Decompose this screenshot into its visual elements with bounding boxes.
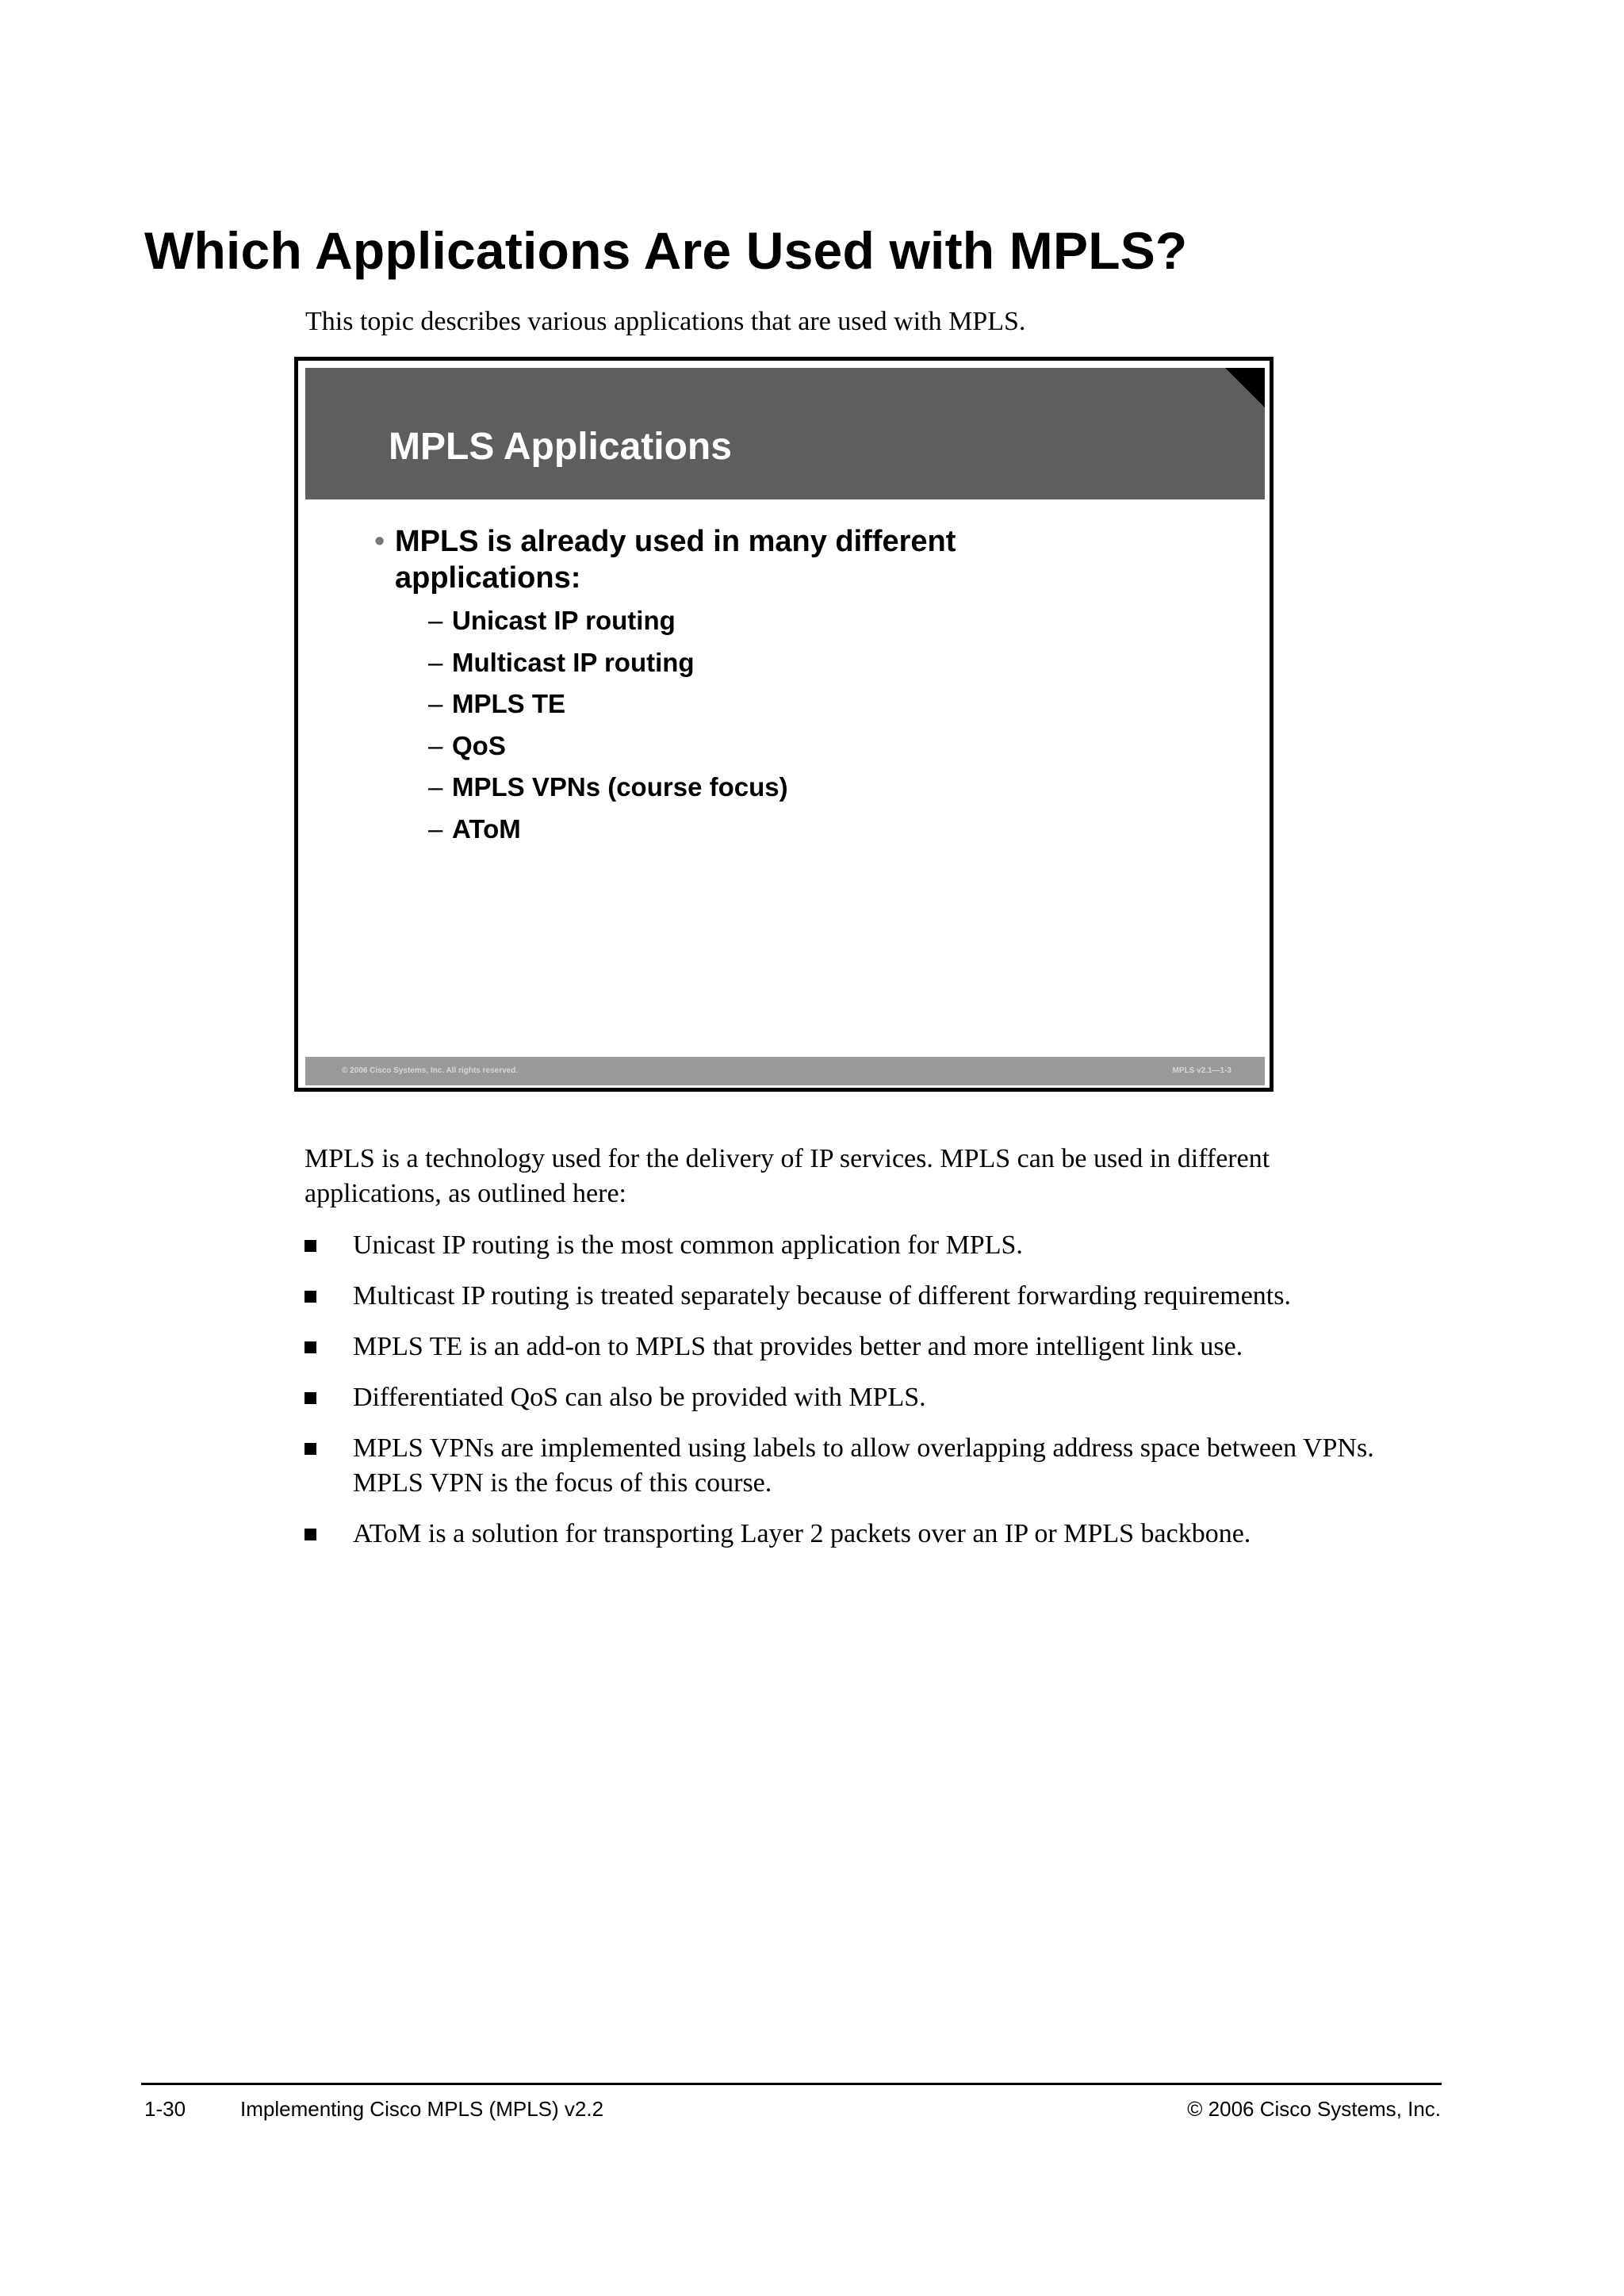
dash-icon: – — [428, 772, 443, 802]
footer-divider — [141, 2083, 1442, 2085]
slide-sub-item — [428, 688, 788, 730]
square-bullet-icon — [304, 1240, 316, 1252]
dash-icon: – — [428, 813, 443, 844]
slide-sub-item — [428, 730, 788, 772]
slide-sub-item — [428, 647, 788, 689]
slide-sub-item-text: AToM — [452, 813, 521, 844]
intro-text: This topic describes various applications that are used with MPLS. — [305, 307, 1026, 336]
body-bullet-text: AToM is a solution for transporting Layer 2 packets over an IP or MPLS backbone. — [353, 1519, 1251, 1548]
slide-sub-item — [428, 771, 788, 813]
slide-title: MPLS Applications — [389, 426, 732, 468]
body-bullet-text: MPLS VPNs are implemented using labels to allow overlapping address space between VPNs. MPLS VPN is the focus of this course. — [353, 1433, 1374, 1498]
dash-icon: – — [428, 647, 443, 677]
body-bullet-item — [304, 1228, 1415, 1263]
corner-triangle-decoration — [1225, 368, 1265, 408]
slide-sub-item-text: QoS — [452, 730, 506, 760]
slide-sub-item-text: Multicast IP routing — [452, 647, 695, 677]
slide-title-bar — [305, 368, 1265, 499]
dash-icon: – — [428, 730, 443, 760]
body-bullet-text: Differentiated QoS can also be provided with MPLS. — [353, 1383, 926, 1412]
body-bullet-list — [304, 1228, 1415, 1567]
body-bullet-item — [304, 1279, 1415, 1314]
body-bullet-item — [304, 1517, 1415, 1552]
square-bullet-icon — [304, 1341, 316, 1353]
body-bullet-text: Multicast IP routing is treated separately because of different forwarding requirements. — [353, 1281, 1291, 1311]
body-bullet-item — [304, 1380, 1415, 1415]
square-bullet-icon — [304, 1443, 316, 1455]
slide-footer-bar — [305, 1057, 1265, 1085]
body-bullet-item — [304, 1431, 1415, 1501]
slide-sub-item-text: Unicast IP routing — [452, 606, 676, 635]
slide-sub-item — [428, 813, 788, 855]
body-bullet-text: Unicast IP routing is the most common application for MPLS. — [353, 1230, 1023, 1260]
slide-sub-item-text: MPLS VPNs (course focus) — [452, 772, 788, 802]
dash-icon: – — [428, 689, 443, 718]
bullet-dot-icon: • — [374, 525, 385, 558]
slide-footer-copyright: © 2006 Cisco Systems, Inc. All rights reserved. — [342, 1066, 519, 1075]
slide-image — [294, 357, 1274, 1092]
slide-sub-list — [428, 605, 788, 855]
body-bullet-item — [304, 1330, 1415, 1364]
slide-sub-item-text: MPLS TE — [452, 689, 566, 718]
page-heading: Which Applications Are Used with MPLS? — [144, 221, 1188, 280]
square-bullet-icon — [304, 1529, 316, 1540]
dash-icon: – — [428, 606, 443, 635]
slide-main-bullet-text: MPLS is already used in many different applications: — [395, 525, 956, 595]
footer-course-title: Implementing Cisco MPLS (MPLS) v2.2 — [240, 2097, 604, 2121]
slide-footer-id: MPLS v2.1—1-3 — [1172, 1066, 1231, 1075]
footer-page-number: 1-30 — [144, 2097, 186, 2121]
slide-main-bullet — [374, 523, 1077, 596]
body-bullet-text: MPLS TE is an add-on to MPLS that provides better and more intelligent link use. — [353, 1332, 1243, 1361]
slide-sub-item — [428, 605, 788, 647]
square-bullet-icon — [304, 1392, 316, 1404]
body-paragraph: MPLS is a technology used for the delivery of IP services. MPLS can be used in different applications, as outlined here: — [304, 1144, 1270, 1208]
square-bullet-icon — [304, 1291, 316, 1303]
footer-copyright: © 2006 Cisco Systems, Inc. — [1187, 2097, 1441, 2121]
